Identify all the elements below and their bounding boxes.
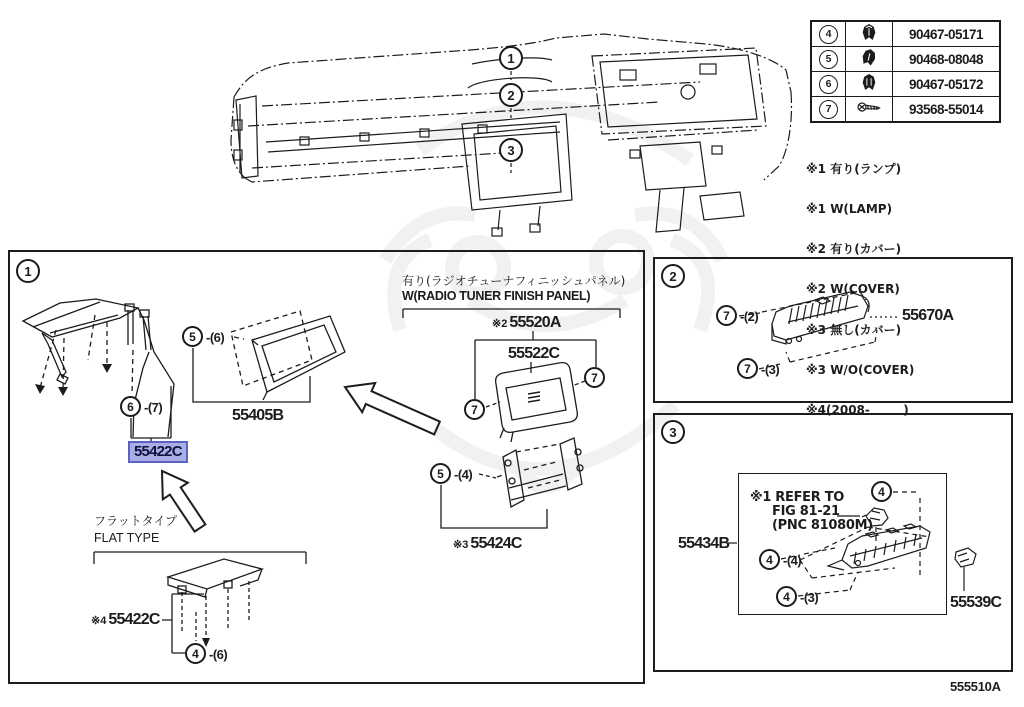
note-line: ※3 無し(カバー) [806, 322, 902, 337]
section1-label: 1 [16, 259, 40, 283]
note-ref: ※3 [453, 539, 469, 551]
part-number[interactable]: 93568-55014 [893, 97, 1001, 123]
flat-type-title-jp: フラットタイプ [94, 514, 178, 528]
note-ref: ※4 [91, 615, 107, 627]
callout-7: 7 [819, 100, 838, 119]
callout-5: 5 [182, 326, 203, 347]
main-callout-1[interactable]: 1 [499, 46, 523, 70]
qty-label: -(3) [761, 362, 780, 377]
callout-5: 5 [430, 463, 451, 484]
part-label-55522c[interactable]: 55522C [508, 345, 560, 362]
part-label-55434b[interactable]: 55434B [678, 535, 730, 552]
fastener-table [810, 20, 1001, 123]
callout-7: 7 [464, 399, 485, 420]
callout-7: 7 [584, 367, 605, 388]
table-row [811, 97, 1000, 123]
part-label-55670a[interactable]: 55670A [902, 307, 954, 324]
note-line: ※1 W(LAMP) [806, 202, 893, 217]
qty-label: -(4) [454, 467, 473, 482]
qty-label: -(4) [783, 553, 802, 568]
clip-icon [846, 47, 893, 72]
refer-note [750, 491, 873, 533]
part-number[interactable]: 90467-05171 [893, 21, 1001, 47]
note-line: ※2 有り(カバー) [806, 242, 902, 257]
legend-notes [806, 136, 914, 431]
part-label-55520a[interactable]: ※2 55520A [492, 314, 561, 331]
table-row [811, 21, 1000, 47]
clip-icon [846, 21, 893, 47]
part-label-55422c[interactable]: 55422C [128, 441, 188, 463]
table-row [811, 47, 1000, 72]
note-line: ※4(2008- ) [806, 403, 909, 418]
radio-header-en: W(RADIO TUNER FINISH PANEL) [402, 289, 591, 303]
qty-label: -(6) [209, 647, 228, 662]
qty-label: -(2) [740, 309, 759, 324]
refer-note-line: FIG 81-21 [772, 504, 840, 519]
section3-label: 3 [661, 420, 685, 444]
callout-7: 7 [737, 358, 758, 379]
refer-note-line: ※1 REFER TO [750, 490, 845, 505]
part-number[interactable]: 90468-08048 [893, 47, 1001, 72]
table-row [811, 72, 1000, 97]
part-number[interactable]: 90467-05172 [893, 72, 1001, 97]
radio-header-jp: 有り(ラジオチューナフィニッシュパネル) [402, 274, 626, 288]
part-label-55422c-flat[interactable]: ※4 55422C [91, 611, 160, 628]
main-callout-2[interactable]: 2 [499, 83, 523, 107]
callout-5: 5 [819, 50, 838, 69]
callout-4: 4 [819, 25, 838, 44]
qty-label: -(3) [800, 590, 819, 605]
main-callout-3[interactable]: 3 [499, 138, 523, 162]
screw-icon [846, 97, 893, 123]
qty-label: -(6) [206, 330, 225, 345]
part-label-55539c[interactable]: 55539C [950, 594, 1002, 611]
flat-type-title-en: FLAT TYPE [94, 531, 160, 545]
note-ref: ※2 [492, 318, 508, 330]
callout-7: 7 [716, 305, 737, 326]
callout-4: 4 [776, 586, 797, 607]
callout-6: 6 [819, 75, 838, 94]
refer-note-line: (PNC 81080M) [772, 518, 873, 533]
figure-code: 555510A [950, 679, 1001, 694]
callout-6: 6 [120, 396, 141, 417]
clip-icon [846, 72, 893, 97]
qty-label: -(7) [144, 400, 163, 415]
note-line: ※3 W/O(COVER) [806, 362, 915, 377]
part-label-55424c[interactable]: ※3 55424C [453, 535, 522, 552]
note-line: ※2 W(COVER) [806, 282, 900, 297]
part-label-55405b[interactable]: 55405B [232, 407, 284, 424]
callout-4: 4 [871, 481, 892, 502]
callout-4: 4 [759, 549, 780, 570]
section2-label: 2 [661, 264, 685, 288]
callout-4: 4 [185, 643, 206, 664]
note-line: ※1 有り(ランプ) [806, 161, 902, 176]
